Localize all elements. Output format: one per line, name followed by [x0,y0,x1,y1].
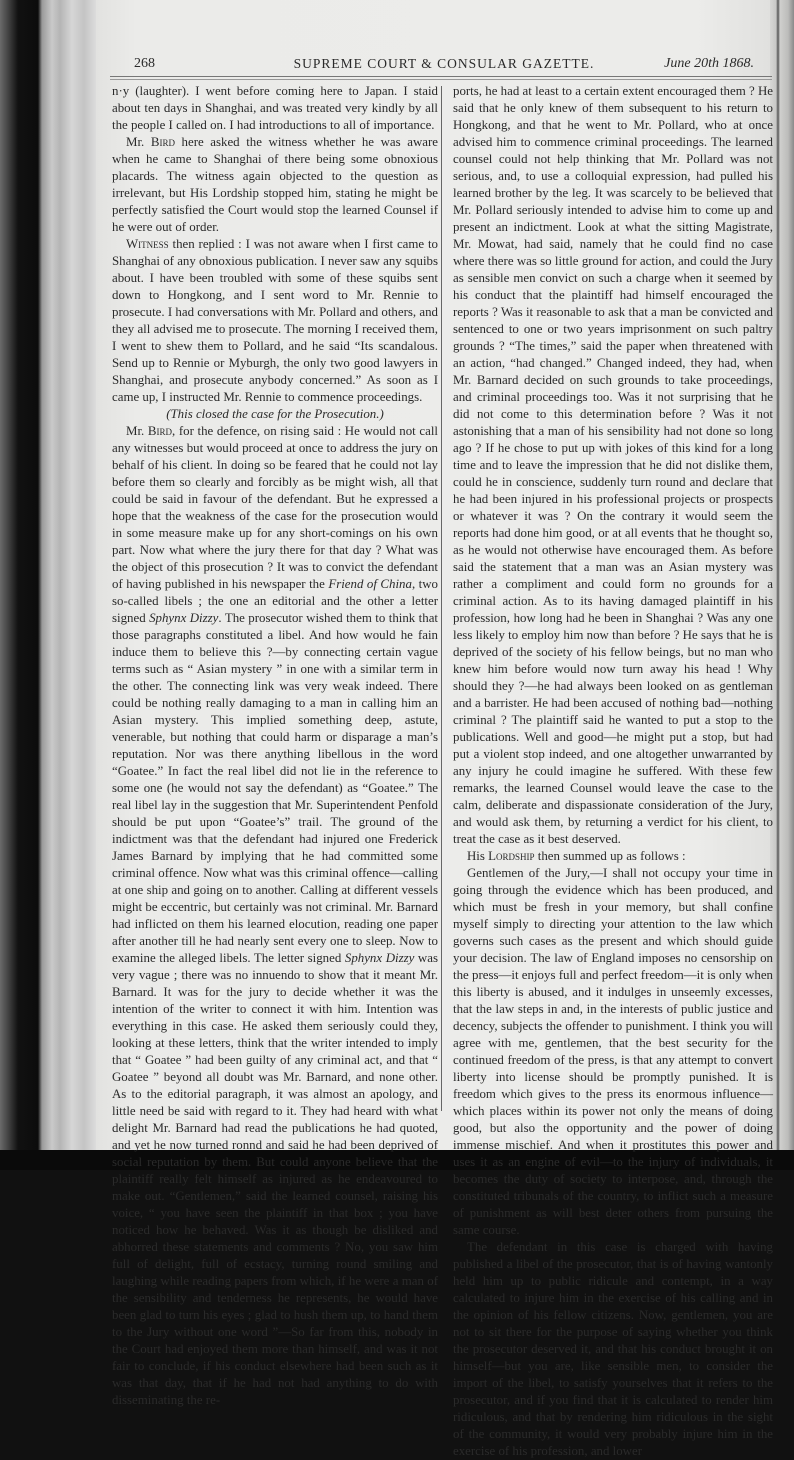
running-header [134,56,754,76]
issue-date: June 20th 1868. [664,56,754,71]
small-caps-name: Witness [126,237,169,251]
paragraph [112,134,438,236]
column-divider [441,86,442,1111]
publication-title: SUPREME COURT & CONSULAR GAZETTE. [293,56,595,71]
text-run: , for the defence, on rising said : He would not call any witnesses but would proceed at once to address the jury on behalf of his client. In doing so be feared that he could not lay before them so clearly and forcibly as be might wish, all that could be said in favour of the defendant. But he expressed a hope that the weakness of the case for the prosecution would in some measure make up for any short-comings on his own part. Now what where the jury there for that day ? What was the object of this prosecution ? It was to convict the defendant of having published in his newspaper the [112,424,438,591]
text-run: . The prosecutor wished them to think that those paragraphs constituted a libel. And how would he fain induce them to believe this ?—by connecting certain vague terms such as “ Asian mystery ” in one with a similar term in the other. The connecting link was very weak indeed. There could be nothing really damaging to a man in calling him an Asian mystery. This implied something deep, astute, venerable, but nothing that could harm or disparage a man’s reputation. Nor was there anything libellous in the word “Goatee.” In fact the real libel did not lie in the reference to some one (he would not say the defendant) as “Goatee.” The real libel lay in the suggestion that Mr. Superintendent Penfold should be put upon “Goatee’s” trail. The ground of the indictment was that the defendant had injured one Frederick James Barnard by implying that he had committed some criminal offence. Now what was this criminal offence—calling at one ship and going on to another. Calling at different vessels might be eccentric, but certainly was not criminal. Mr. Barnard had inflicted on them his learned elocution, reading one paper after another till he had nearly sent every one to sleep. Now to examine the alleged libels. The letter signed [112,611,438,965]
paragraph [453,1239,773,1460]
text-run: then summed up as follows : [534,849,686,863]
text-run: The defendant in this case is charged with having published a libel of the prosecutor, that is of having wantonly held him up to public ridicule and contempt, in a way calculated to injure him in the exercise of his calling and in the opinion of his fellow citizens. Now, gentlemen, you are not to sit there for the purpose of saying whether you think the prosecutor deserved it, and that his conduct brought it on himself—but you are, like sensible men, to consider the import of the libel, to satisfy yourselves that it refers to the prosecutor, and if you find that it is calculated to render him ridiculous, and that by rendering him ridiculous in the sight of the community, it would very probably injure him in the exercise of his profession, and lower [453,1240,773,1458]
paragraph [453,83,773,848]
book-binding [770,0,794,1150]
paragraph [453,865,773,1239]
text-run: Mr. [126,135,151,149]
text-run: ports, he had at least to a certain extent encouraged them ? He said that he only knew of them subsequent to his return to Hongkong, and that he went to Mr. Pollard, who at once advised him to commence criminal proceedings. The learned counsel could not help thinking that Mr. Pollard was not serious, and, to use a colloquial expression, had pulled his learned brother by the leg. It was scarcely to be believed that Mr. Pollard seriously intended to advise him to come up and present an indictment. Look at what the sitting Magistrate, Mr. Mowat, had said, namely that he could find no case where there was so little ground for action, and could the Jury as sensible men convict on such a charge when it seemed by his conduct that the plaintiff had himself encouraged the reports ? Was it reasonable to ask that a man be convicted and sentenced to one or two years imprisonment on such paltry grounds ? “The times,” said the paper when threatened with an action, “had changed.” Changed indeed, they had, when Mr. Barnard decided on such grounds to take proceedings, and criminal proceedings too. Was it not surprising that he did not come to this determination before ? Was it not astonishing that a man of his sensibility had not done so long ago ? If he chose to put up with jokes of this kind for a long time and to leave the impression that he did not dislike them, could he in conscience, suddenly turn round and declare that he had been injured in his professional projects or prospects or whatever it was ? On the contrary it would seem the reports had done him good, or at all events that he thought so, as he would not otherwise have encouraged them. As before said the statement that a man was an Asian mystery was rather a compliment and could form no grounds for a criminal action. As to its having damaged plaintiff in his profession, how long had he been in Shanghai ? Was any one less likely to employ him now than before ? He says that he is deprived of the society of his fellow beings, but no man who knew him before would now turn away his head ! Why should they ?—he had always been looked on as gentleman and a barrister. He had been accused of nothing bad—nothing criminal ? The plaintiff said he wanted to put a stop to the publications. Well and good—he might put a stop, but had put a violent stop indeed, and one altogether unwarranted by any injury he could imagine he suffered. With these few remarks, the learned Counsel would leave the case to the calm, deliberate and dispassionate consideration of the Jury, and would ask them, by returning a verdict for his client, to treat the case as it best deserved. [453,84,773,846]
italic-text: Friend of China [328,577,412,591]
small-caps-name: Bird [147,424,172,438]
paragraph [112,83,438,134]
text-run: Gentlemen of the Jury,—I shall not occupy your time in going through the evidence which has been produced, and which must be fresh in your memory, but shall confine myself simply to directing your attention to the law which governs such cases as the present and which should guide your decision. The law of England imposes no censorship on the press—it enjoys full and perfect freedom—it is only when this liberty is abused, and it indulges in unseemly excesses, that the law steps in and, in the interests of public justice and decency, subjects the offender to punishment. I think you will agree with me, gentlemen, that the best security for the continued freedom of the press, is that any attempt to convert liberty into license should be promptly punished. It is freedom which gives to the press its enormous influence—which places within its power not only the means of doing good, but also the opportunity and the power of doing immense mischief. And when it prostitutes this power and uses it as an engine of evil—to the injury of individuals, it becomes the duty of society to interpose, and, through the constituted tribunals of the country, to inflict such a measure of punishment as will best deter others from pursuing the same course. [453,866,773,1237]
right-column [453,83,773,1460]
text-run: was very vague ; there was no innuendo to show that it meant Mr. Barnard. It was for the jury to decide whether it was the intention of the writer to connect it with him. Intention was everything in this case. He asked them seriously could they, looking at these letters, think that the writer intended to imply that “ Goatee ” had been guilty of any criminal act, and that “ Goatee ” beyond all doubt was Mr. Barnard, and none other. As to the editorial paragraph, it was almost an apology, and little need be said with regard to it. They had heard with what delight Mr. Barnard had read the publications he had quoted, and yet he now turned ronnd and said he had been deprived of social reputation by them. But could anyone believe that the plaintiff really felt himself as injured as he endeavoured to make out. “Gentlemen,” said the learned counsel, raising his voice, “ you have seen the plaintiff in that box ; you have noticed how he behaved. Was it as though be disliked and abhorred these statements and comments ? No, you saw him full of delight, full of ecstacy, turning round smiling and laughing while reading papers from which, if he were a man of the sensibility and tenderness he represents, he would have been glad to turn his eyes ; glad to hush them up, to hand them to the Jury without one word ”—So far from this, nobody in the Court had enjoyed them more than himself, and was it not fair to conclude, if his conduct elsewhere had been such as it was that day, that if he had not had anything to do with disseminating the re- [112,951,438,1407]
page-number: 268 [134,56,155,71]
text-run: then replied : I was not aware when I first came to Shanghai of any obnoxious publication. I never saw any squibs about. I have been troubled with some of these squibs sent down to Hongkong, and I sent word to Mr. Rennie to prosecute. I had conversations with Mr. Pollard and others, and they all advised me to prosecute. The morning I received them, I went to shew them to Pollard, and he said “Its scandalous. Send up to Rennie or Myburgh, the only two good lawyers in Shanghai, and prosecute anybody concerned.” As soon as I came up, I instructed Mr. Rennie to commence proceedings. [112,237,438,404]
book-page-edges [0,0,100,1150]
italic-text: Sphynx Dizzy [149,611,219,625]
text-run: , two so-called libels ; the one an editorial and the other a letter signed [112,577,438,625]
left-column [112,83,438,1409]
small-caps-name: Lordship [488,849,535,863]
paragraph [112,423,438,1409]
text-run: here asked the witness whether he was aware when he came to Shanghai of there being some obnoxious placards. The witness again objected to the question as irrelevant, but His Lordship stopped him, stating he might be perfectly satisfied the Court would stop the learned Counsel if he were out of order. [112,135,438,234]
italic-text: Sphynx Dizzy [344,951,415,965]
paragraph [453,848,773,865]
small-caps-name: Bird [150,135,175,149]
text-run: n·y (laughter). I went before coming here to Japan. I staid about ten days in Shanghai, and was treated very kindly by all the people I called on. I had introductions to all of importance. [112,84,438,132]
text-run: His [467,849,489,863]
paragraph [112,406,438,423]
paragraph [112,236,438,406]
header-rule [110,79,772,80]
header-rule [110,76,772,77]
text-run: Mr. [126,424,148,438]
italic-text: (This closed the case for the Prosecution.) [166,407,384,421]
